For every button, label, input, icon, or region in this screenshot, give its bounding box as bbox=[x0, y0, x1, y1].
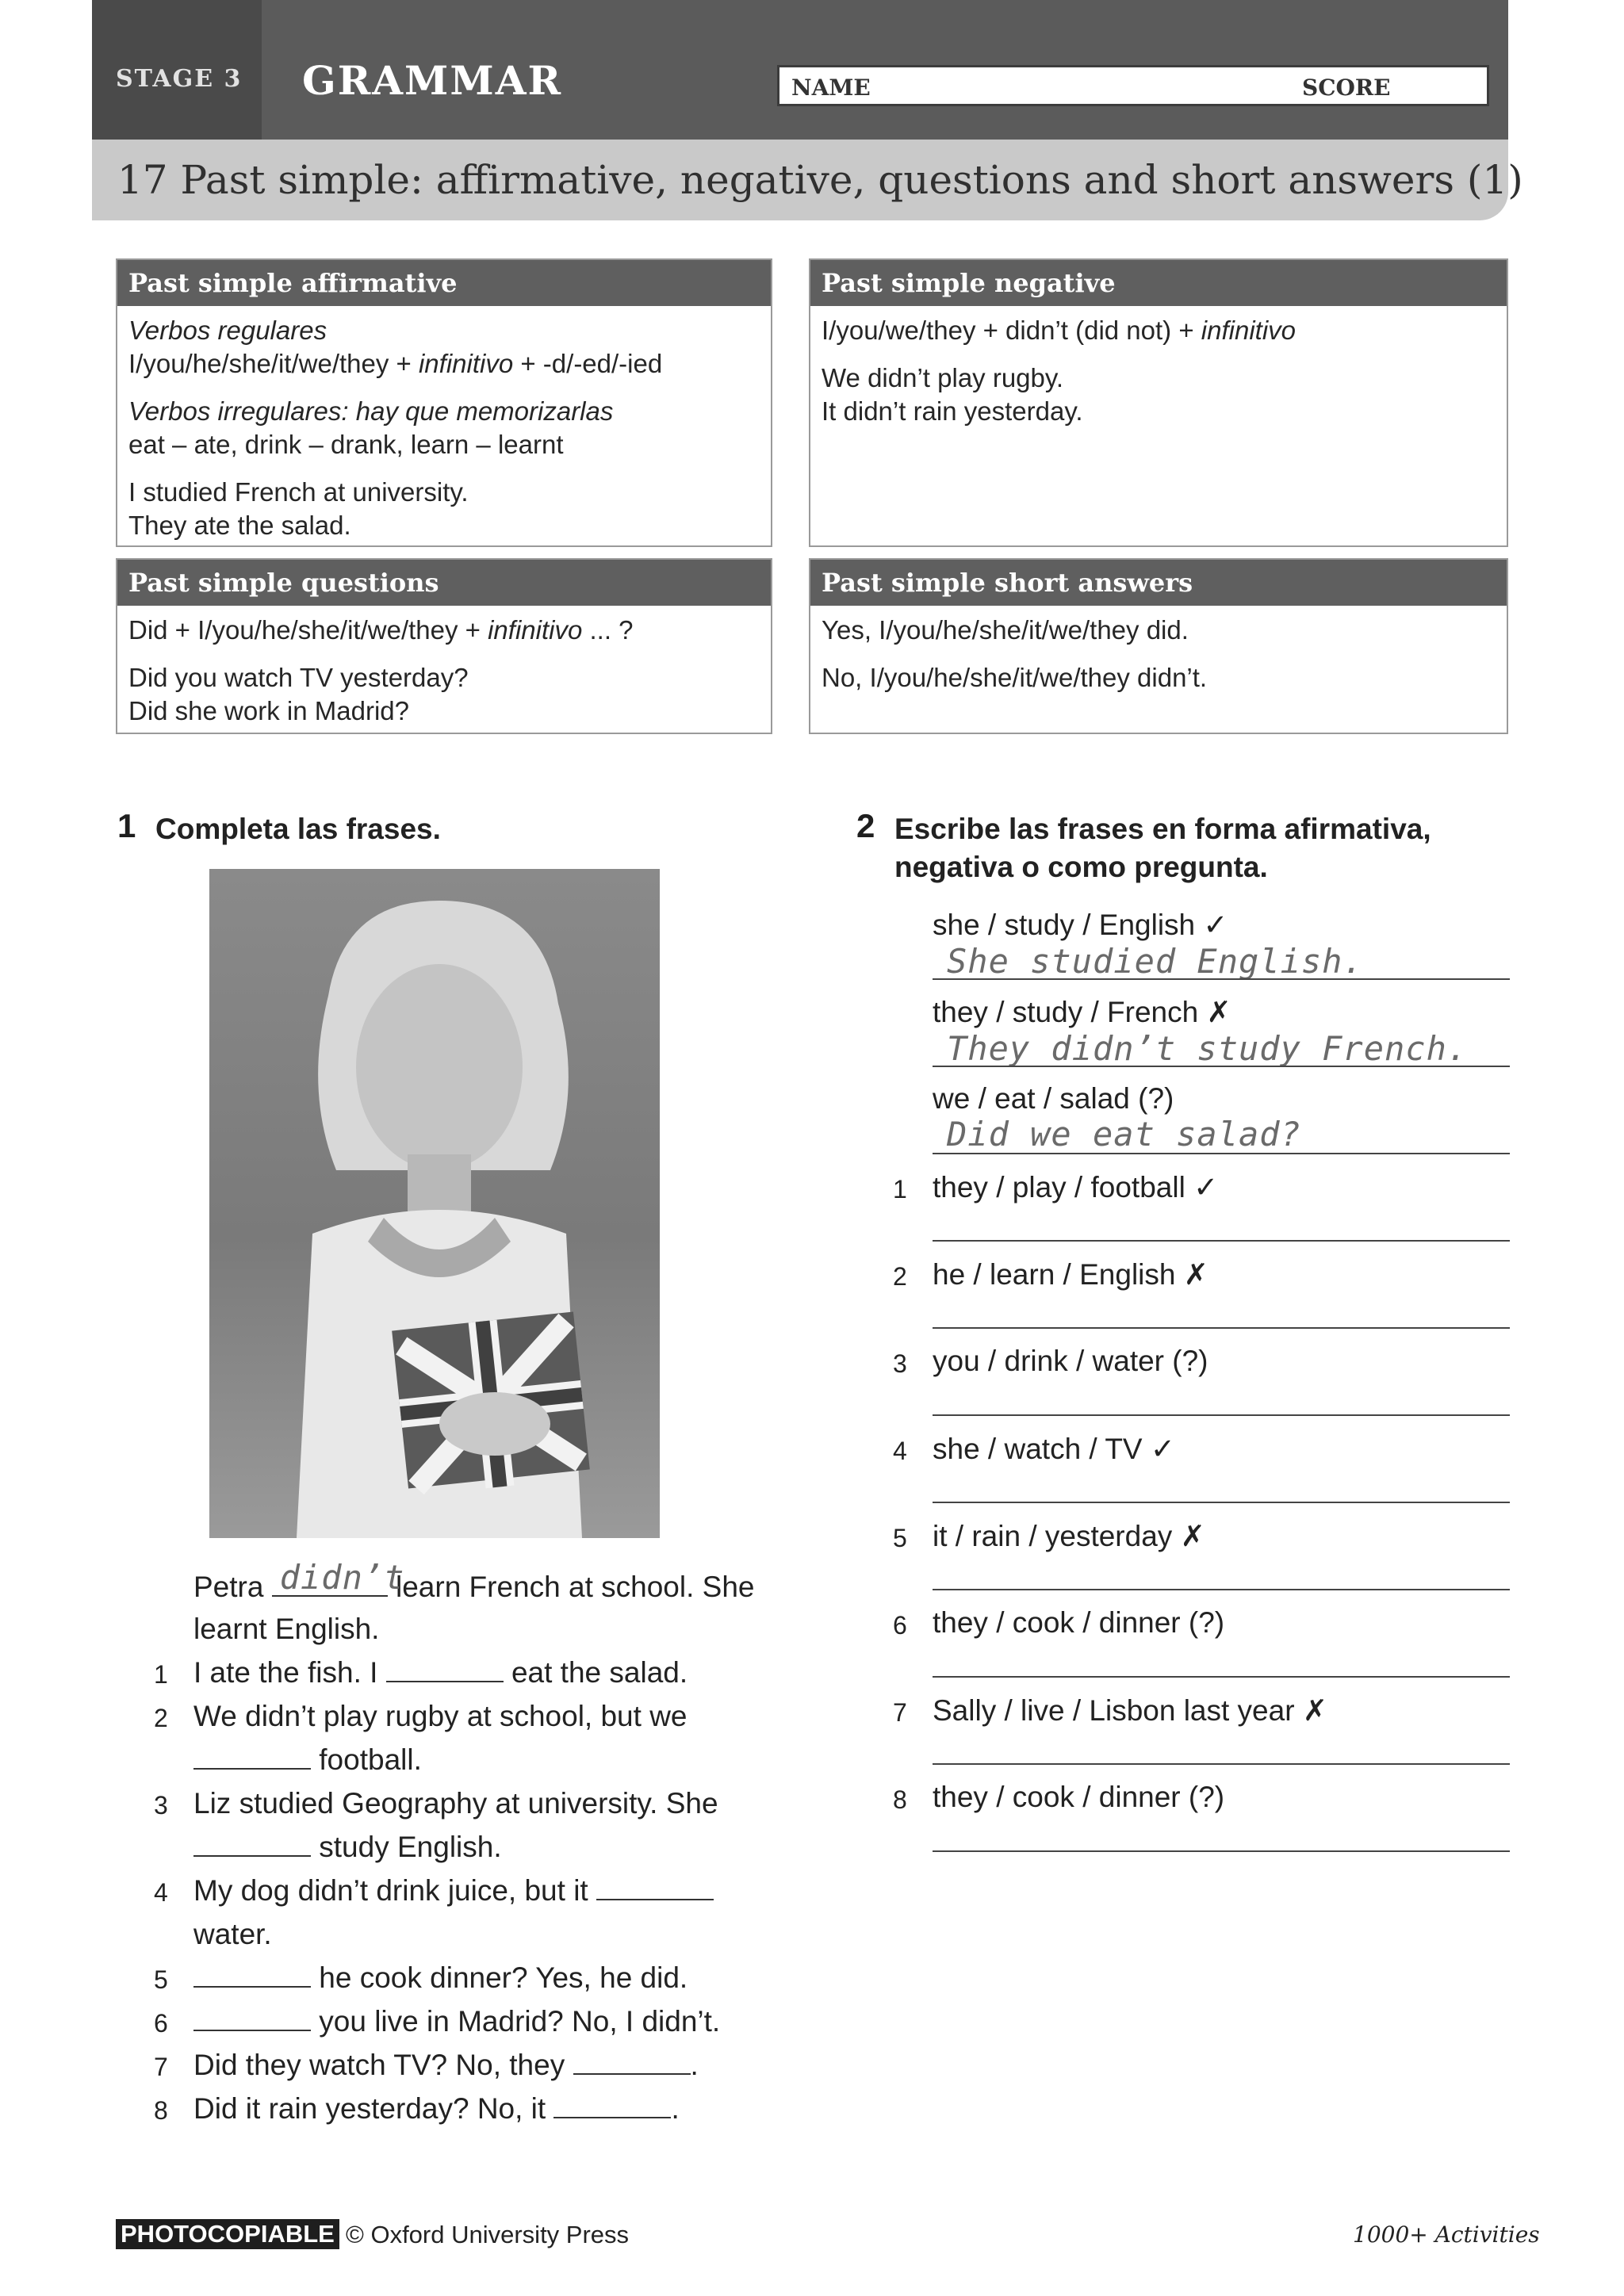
answer-line[interactable] bbox=[933, 1240, 1510, 1242]
answer-line[interactable] bbox=[933, 1589, 1510, 1590]
exercise-1-example-cont: learnt English. bbox=[193, 1613, 380, 1645]
item-number: 8 bbox=[893, 1785, 907, 1814]
exercise-1-item: you live in Madrid? No, I didn’t. bbox=[193, 1999, 720, 2043]
cross-mark-icon: ✗ bbox=[1180, 1520, 1205, 1552]
item-number: 2 bbox=[154, 1704, 168, 1732]
check-mark-icon: ✓ bbox=[1193, 1171, 1219, 1203]
cross-mark-icon: ✗ bbox=[1183, 1258, 1208, 1291]
irregular-label: Verbos irregulares: hay que memorizarlas bbox=[128, 396, 614, 426]
item-number: 3 bbox=[893, 1349, 907, 1378]
answer-line[interactable] bbox=[933, 1066, 1510, 1067]
item-number: 7 bbox=[893, 1698, 907, 1727]
item-number: 1 bbox=[893, 1175, 907, 1203]
box-heading: Past simple questions bbox=[117, 560, 771, 606]
answer-line[interactable] bbox=[933, 1414, 1510, 1416]
stage-label: STAGE 3 bbox=[116, 65, 243, 93]
exercise-1-instruction: Completa las frases. bbox=[155, 813, 441, 845]
answer-line[interactable] bbox=[933, 1850, 1510, 1852]
answer-blank[interactable] bbox=[553, 2093, 671, 2118]
check-mark-icon: ✓ bbox=[1203, 909, 1228, 941]
answer-line[interactable] bbox=[933, 1763, 1510, 1765]
regular-label: Verbos regulares bbox=[128, 316, 327, 345]
box-body bbox=[117, 306, 771, 542]
answer-line[interactable] bbox=[933, 1676, 1510, 1678]
exercise-1-example: Petra didn’t learn French at school. She bbox=[193, 1563, 754, 1609]
answer-blank[interactable] bbox=[573, 2049, 691, 2075]
question-rule: Did + I/you/he/she/it/we/they + infinitivo ... ? bbox=[128, 615, 634, 645]
short-answer-yes: Yes, I/you/he/she/it/we/they did. bbox=[822, 615, 1189, 645]
page-title: 17 Past simple: affirmative, negative, questions and short answers (1) bbox=[117, 157, 1523, 203]
answer-line[interactable] bbox=[933, 1153, 1510, 1154]
cross-mark-icon: ✗ bbox=[1206, 996, 1231, 1028]
exercise-1-item: Did it rain yesterday? No, it . bbox=[193, 2092, 680, 2125]
exercise-2-prompt: she / watch / TV ✓ bbox=[933, 1433, 1175, 1465]
exercise-2-prompt: you / drink / water (?) bbox=[933, 1345, 1208, 1377]
example-sentence: We didn’t play rugby. bbox=[822, 363, 1064, 392]
handwritten-answer: Did we eat salad? bbox=[947, 1115, 1301, 1154]
exercise-1-item: My dog didn’t drink juice, but it bbox=[193, 1869, 714, 1912]
exercise-2-instruction-cont: negativa o como pregunta. bbox=[894, 851, 1268, 883]
exercise-2-prompt: they / play / football ✓ bbox=[933, 1171, 1219, 1203]
box-body bbox=[810, 606, 1507, 695]
student-photo bbox=[209, 869, 660, 1538]
publisher-credit: © Oxford University Press bbox=[346, 2221, 630, 2248]
item-number: 4 bbox=[154, 1878, 168, 1907]
exercise-1-number: 1 bbox=[117, 807, 136, 844]
exercise-2-prompt: Sally / live / Lisbon last year ✗ bbox=[933, 1694, 1327, 1727]
series-name: 1000+ Activities bbox=[1353, 2221, 1540, 2248]
handwritten-answer: They didn’t study French. bbox=[947, 1029, 1469, 1068]
exercise-1-item: he cook dinner? Yes, he did. bbox=[193, 1956, 688, 1999]
exercise-2-instruction: Escribe las frases en forma afirmativa, bbox=[894, 813, 1431, 845]
section-label: GRAMMAR bbox=[302, 57, 563, 104]
answer-blank[interactable] bbox=[193, 1744, 311, 1770]
item-number: 4 bbox=[893, 1437, 907, 1465]
box-affirmative bbox=[116, 258, 772, 547]
item-number: 5 bbox=[154, 1965, 168, 1994]
exercise-2-prompt: they / cook / dinner (?) bbox=[933, 1781, 1225, 1813]
example-sentence: They ate the salad. bbox=[128, 511, 351, 540]
regular-rule: I/you/he/she/it/we/they + infinitivo + -d/-ed/-ied bbox=[128, 349, 663, 378]
exercise-2-prompt: he / learn / English ✗ bbox=[933, 1258, 1208, 1291]
item-number: 1 bbox=[154, 1660, 168, 1689]
answer-blank[interactable] bbox=[272, 1558, 405, 1597]
box-heading: Past simple affirmative bbox=[117, 260, 771, 306]
photocopiable-badge: PHOTOCOPIABLE bbox=[116, 2219, 339, 2249]
exercise-1-item-cont: water. bbox=[193, 1918, 272, 1950]
exercise-2-example-prompt: we / eat / salad (?) bbox=[933, 1082, 1174, 1115]
cross-mark-icon: ✗ bbox=[1302, 1694, 1327, 1727]
handwritten-answer: didn’t bbox=[279, 1558, 405, 1597]
answer-line[interactable] bbox=[933, 1327, 1510, 1329]
example-sentence: Did she work in Madrid? bbox=[128, 696, 409, 725]
box-short-answers bbox=[809, 558, 1508, 734]
exercise-2-number: 2 bbox=[856, 807, 875, 844]
short-answer-no: No, I/you/he/she/it/we/they didn’t. bbox=[822, 663, 1208, 692]
exercise-2-example-prompt: she / study / English ✓ bbox=[933, 909, 1228, 941]
box-questions bbox=[116, 558, 772, 734]
example-sentence: It didn’t rain yesterday. bbox=[822, 396, 1083, 426]
box-heading: Past simple negative bbox=[810, 260, 1507, 306]
box-negative bbox=[809, 258, 1508, 547]
answer-blank[interactable] bbox=[386, 1657, 504, 1682]
exercise-2-prompt: it / rain / yesterday ✗ bbox=[933, 1520, 1205, 1552]
item-number: 8 bbox=[154, 2096, 168, 2125]
answer-blank[interactable] bbox=[193, 1831, 311, 1857]
exercise-1-item-cont: study English. bbox=[193, 1825, 502, 1869]
item-number: 2 bbox=[893, 1262, 907, 1291]
answer-blank[interactable] bbox=[596, 1875, 714, 1900]
exercise-1-item: I ate the fish. I eat the salad. bbox=[193, 1656, 688, 1689]
negative-rule: I/you/we/they + didn’t (did not) + infinitivo bbox=[822, 316, 1297, 345]
item-number: 5 bbox=[893, 1524, 907, 1552]
item-number: 7 bbox=[154, 2053, 168, 2081]
check-mark-icon: ✓ bbox=[1150, 1433, 1175, 1465]
example-sentence: I studied French at university. bbox=[128, 477, 469, 507]
item-number: 3 bbox=[154, 1791, 168, 1820]
score-label: SCORE bbox=[1302, 75, 1391, 101]
exercise-2-prompt: they / cook / dinner (?) bbox=[933, 1606, 1225, 1639]
exercise-1-item: Did they watch TV? No, they . bbox=[193, 2049, 699, 2081]
irregular-examples: eat – ate, drink – drank, learn – learnt bbox=[128, 430, 564, 459]
example-sentence: Did you watch TV yesterday? bbox=[128, 663, 469, 692]
exercise-1-item-cont: football. bbox=[193, 1738, 422, 1781]
box-body bbox=[117, 606, 771, 728]
exercise-1-item: Liz studied Geography at university. She bbox=[193, 1787, 718, 1820]
item-number: 6 bbox=[154, 2009, 168, 2038]
name-label: NAME bbox=[791, 75, 871, 101]
box-body bbox=[810, 306, 1507, 428]
exercise-1-item: We didn’t play rugby at school, but we bbox=[193, 1700, 688, 1732]
item-number: 6 bbox=[893, 1611, 907, 1640]
box-heading: Past simple short answers bbox=[810, 560, 1507, 606]
answer-line[interactable] bbox=[933, 978, 1510, 980]
handwritten-answer: She studied English. bbox=[947, 942, 1364, 981]
exercise-2-example-prompt: they / study / French ✗ bbox=[933, 996, 1231, 1028]
answer-blank[interactable] bbox=[193, 2006, 311, 2031]
answer-blank[interactable] bbox=[193, 1962, 311, 1988]
answer-line[interactable] bbox=[933, 1502, 1510, 1503]
